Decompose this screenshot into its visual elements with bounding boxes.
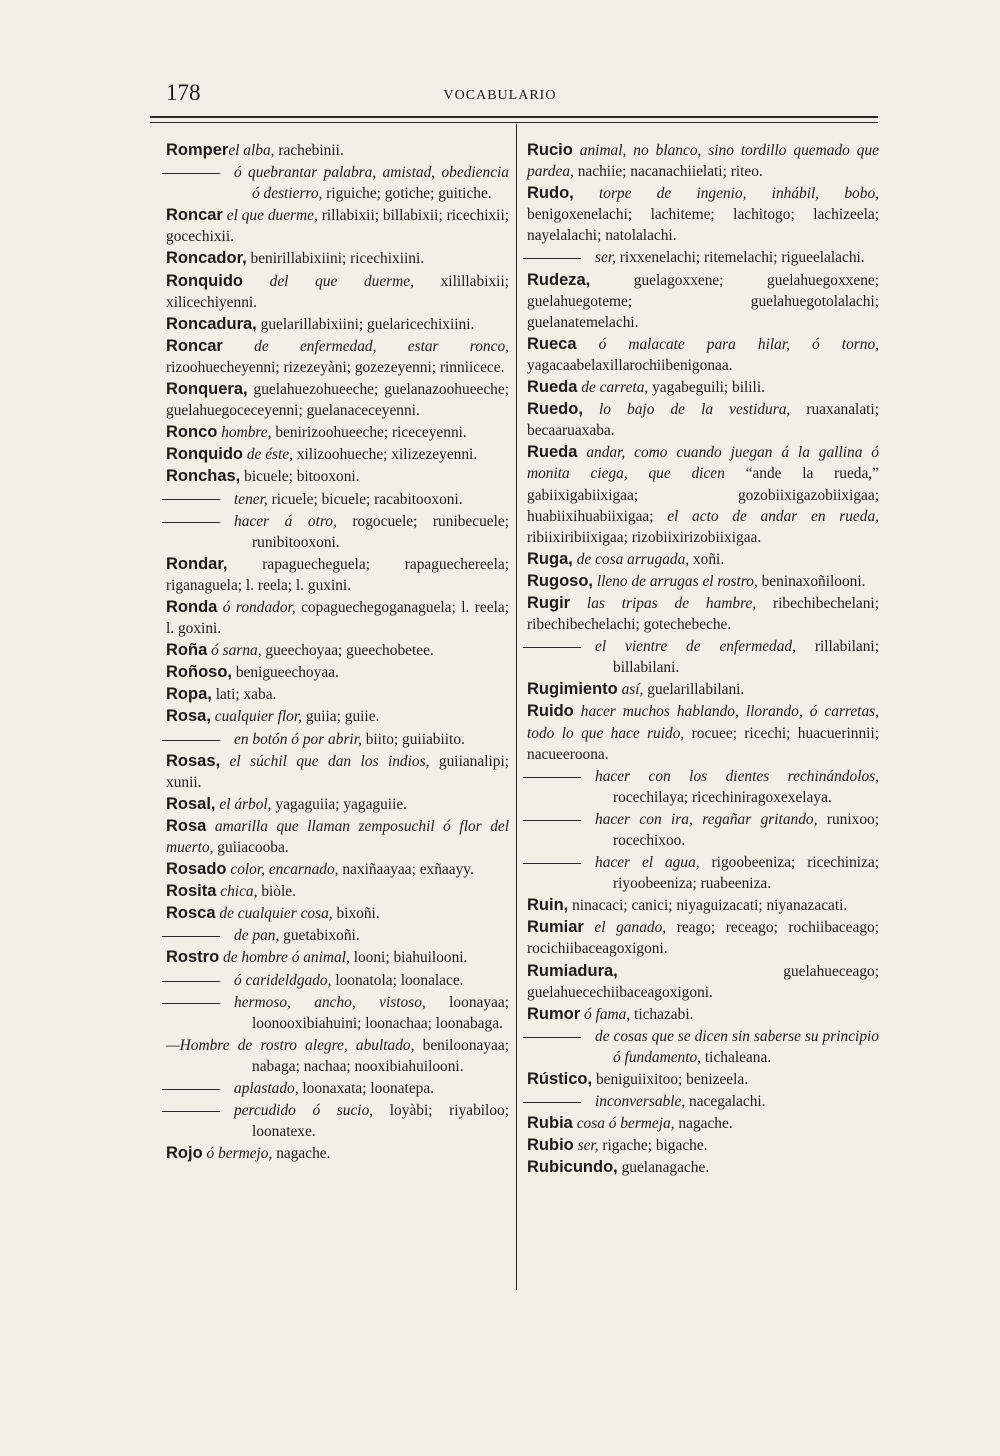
zapotec-equivalents: guelagoxxene; guelahuegoxxene; guelahuegoteme; guelahuegotolalachi; guelanatemelachi. xyxy=(527,271,879,331)
dictionary-entry xyxy=(166,554,509,596)
headword: Rostro xyxy=(166,948,220,967)
zapotec-equivalents: yagacaabelaxillarochiibenigonaa. xyxy=(527,356,733,374)
dictionary-entry xyxy=(527,399,879,441)
dictionary-entry xyxy=(527,1157,879,1178)
dictionary-entry xyxy=(527,334,879,376)
dictionary-entry xyxy=(527,895,879,916)
spanish-gloss: el vientre de enfermedad, xyxy=(595,638,796,656)
zapotec-equivalents: beninaxoñilooni. xyxy=(757,572,866,590)
spanish-gloss: de hombre ó animal, xyxy=(219,949,350,967)
dictionary-entry xyxy=(527,593,879,635)
left-column xyxy=(166,140,509,1165)
dictionary-entry xyxy=(166,422,509,443)
page-number: 178 xyxy=(166,80,201,105)
zapotec-equivalents: “ande la rueda,” gabiixigabiixigaa; gozobiixigazobiixigaa; huabiixihuabiixigaa; xyxy=(527,465,879,525)
zapotec-equivalents: loonaxata; loonatepa. xyxy=(298,1080,435,1098)
dictionary-entry xyxy=(166,1143,509,1164)
repeat-dash xyxy=(162,499,220,500)
dictionary-entry xyxy=(527,1004,879,1025)
headword: Rondar, xyxy=(166,554,228,573)
sub-entry xyxy=(527,766,879,808)
zapotec-equivalents: guelarillabixiini; guelaricechixiini. xyxy=(256,315,475,333)
dictionary-entry xyxy=(527,270,879,333)
dictionary-entry xyxy=(166,662,509,683)
headword: Rosa, xyxy=(166,707,211,726)
spanish-gloss: de carreta, xyxy=(577,379,649,397)
dictionary-entry xyxy=(166,248,509,269)
spanish-gloss: de pan, xyxy=(234,927,280,945)
spanish-gloss: de cualquier cosa, xyxy=(215,905,333,923)
headword: Rumiar xyxy=(527,918,584,937)
headword: Rosa xyxy=(166,816,207,835)
spanish-gloss: de cosa arrugada, xyxy=(572,550,690,568)
spanish-gloss: torpe de ingenio, inhábil, bobo, xyxy=(573,185,879,203)
header-rule-thick xyxy=(150,116,878,118)
zapotec-equivalents: benigueechoyaa. xyxy=(232,664,339,682)
spanish-gloss: el que duerme, xyxy=(222,207,318,225)
dictionary-entry xyxy=(166,140,509,161)
zapotec-equivalents: bicuele; bitooxoni. xyxy=(240,468,360,486)
spanish-gloss: hacer con ira, regañar gritando, xyxy=(595,810,818,828)
zapotec-equivalents: guiianalipi; xunii. xyxy=(166,752,510,791)
headword: Rosado xyxy=(166,860,227,879)
headword: Rústico, xyxy=(527,1070,593,1089)
sub-entry xyxy=(166,1078,509,1099)
zapotec-equivalents: rigache; bigache. xyxy=(598,1137,708,1155)
spanish-gloss: así, xyxy=(617,681,644,699)
zapotec-equivalents: ninacaci; canici; niyaguizacati; niyanazacati. xyxy=(568,897,848,915)
headword: Rumor xyxy=(527,1004,581,1023)
zapotec-equivalents: xilizoohueche; xilizezeyenni. xyxy=(292,446,478,464)
headword: Ropa, xyxy=(166,685,212,704)
repeat-dash xyxy=(523,647,581,648)
zapotec-equivalents: xoñi. xyxy=(689,550,725,568)
dictionary-entry xyxy=(166,794,509,815)
dictionary-entry xyxy=(166,336,509,378)
sub-entry xyxy=(166,992,509,1034)
spanish-gloss: ó bermejo, xyxy=(202,1145,273,1163)
spanish-gloss: hermoso, ancho, vistoso, xyxy=(234,993,426,1011)
repeat-dash xyxy=(162,936,220,937)
zapotec-equivalents: rocuee; ricechi; huacuerinnii; nacueeroona. xyxy=(527,724,880,763)
dictionary-entry xyxy=(166,706,509,727)
spanish-gloss: el alba, xyxy=(228,142,275,159)
zapotec-equivalents: guelahuezohueeche; guelanazoohueeche; guelahuegoceceyenni; guelanaceceyenni. xyxy=(166,381,509,420)
spanish-gloss: hacer muchos hablando, llorando, ó carretas, todo lo que hace ruido, xyxy=(527,703,879,742)
dictionary-entry xyxy=(527,571,879,592)
sub-entry xyxy=(527,636,879,678)
spanish-gloss: ó carideldgado, xyxy=(234,971,332,989)
running-title: VOCABULARIO xyxy=(443,88,557,103)
headword: Ruga, xyxy=(527,549,573,568)
zapotec-equivalents: guelarillabilani. xyxy=(643,681,745,699)
zapotec-equivalents: rogocuele; runibecuele; runibitooxoni. xyxy=(252,512,509,551)
repeat-dash xyxy=(523,1102,581,1103)
repeat-dash xyxy=(523,820,581,821)
zapotec-equivalents: beniguiixitoo; benizeela. xyxy=(592,1071,749,1089)
spanish-gloss: ser, xyxy=(573,1137,599,1155)
headword: Roña xyxy=(166,641,208,660)
zapotec-equivalents: xilillabixii; xilicechiyenni. xyxy=(166,272,509,311)
sub-entry xyxy=(527,1091,879,1112)
zapotec-equivalents: rizoohuecheyenni; rizezeyàni; gozezeyenni; rinniicece. xyxy=(166,358,505,376)
dictionary-entry xyxy=(527,679,879,700)
sub-entry xyxy=(166,925,509,946)
headword: Roncar xyxy=(166,206,223,225)
zapotec-equivalents: yagabeguili; bilili. xyxy=(648,379,765,397)
zapotec-equivalents: rigoobeeniza; ricechiniza; riyoobeeniza; ruabeeniza. xyxy=(613,854,879,893)
dictionary-entry xyxy=(166,466,509,487)
dictionary-entry xyxy=(166,640,509,661)
headword: Rosal, xyxy=(166,794,216,813)
dictionary-entry xyxy=(527,1135,879,1156)
zapotec-equivalents: yagaguiia; yagaguiie. xyxy=(271,795,408,813)
spanish-gloss: el súchil que dan los indios, xyxy=(220,752,430,770)
headword: Rueca xyxy=(527,334,577,353)
zapotec-equivalents: bixoñi. xyxy=(332,905,380,923)
repeat-dash xyxy=(162,981,220,982)
spanish-gloss: hacer con los dientes rechinándolos, xyxy=(595,767,879,785)
headword: Rubia xyxy=(527,1114,573,1133)
headword: Rumiadura, xyxy=(527,961,618,980)
spanish-gloss: ó malacate para hilar, ó torno, xyxy=(576,335,879,353)
repeat-dash xyxy=(162,1089,220,1090)
dictionary-entry xyxy=(527,961,879,1003)
spanish-gloss: andar, como cuando juegan á la gallina ó monita ciega, que dicen xyxy=(527,444,879,483)
spanish-gloss: lo bajo de la vestidura, xyxy=(582,401,791,419)
spanish-gloss: de éste, xyxy=(242,446,293,464)
spanish-gloss: chica, xyxy=(216,883,258,901)
sub-entry xyxy=(166,511,509,553)
spanish-gloss: ó fama, xyxy=(580,1005,631,1023)
zapotec-equivalents: rocechilaya; ricechiniragoxexelaya. xyxy=(613,788,832,806)
zapotec-equivalents: benirillabixiini; ricechixiini. xyxy=(246,250,425,268)
zapotec-equivalents: guiiacooba. xyxy=(213,839,289,856)
zapotec-equivalents: rillabixii; billabixii; ricechixii; gocechixii. xyxy=(166,207,509,246)
spanish-gloss: el árbol, xyxy=(215,795,272,813)
headword: Ronchas, xyxy=(166,467,241,486)
dictionary-entry xyxy=(527,1069,879,1090)
headword: Romper xyxy=(166,141,229,159)
zapotec-equivalents: ruaxanalati; becaaruaxaba. xyxy=(527,401,879,440)
zapotec-equivalents: ribiixiribiixigaa; rizobiixirizobiixigaa. xyxy=(527,528,762,546)
spanish-gloss: hacer á otro, xyxy=(234,512,337,530)
spanish-gloss: percudido ó sucio, xyxy=(234,1102,374,1120)
spanish-gloss: animal, no blanco, sino tordillo quemado que pardea, xyxy=(527,142,879,181)
spanish-gloss: ó sarna, xyxy=(207,642,262,660)
zapotec-equivalents: biòle. xyxy=(257,883,296,901)
repeat-dash xyxy=(162,740,220,741)
column-divider xyxy=(516,124,517,1290)
dictionary-entry xyxy=(527,183,879,246)
headword: Ronquido xyxy=(166,271,243,290)
right-column xyxy=(527,140,879,1180)
headword: Rudo, xyxy=(527,184,574,203)
zapotec-equivalents: copaguechegoganaguela; l. reela; l. goxini. xyxy=(166,598,509,638)
spanish-gloss: —Hombre de rostro alegre, abultado, xyxy=(166,1036,415,1054)
zapotec-equivalents: ricuele; bicuele; racabitooxoni. xyxy=(267,490,463,508)
headword: Rosita xyxy=(166,882,217,901)
dictionary-entry xyxy=(166,881,509,902)
zapotec-equivalents: loonatola; loonalace. xyxy=(331,971,464,989)
spanish-gloss: amarilla que llaman zemposuchil ó flor del muerto, xyxy=(166,817,509,856)
headword: Roñoso, xyxy=(166,663,232,682)
zapotec-equivalents: naxiñaayaa; exñaayy. xyxy=(338,861,474,879)
headword: Rosas, xyxy=(166,751,221,770)
zapotec-equivalents: biito; guiiabiito. xyxy=(361,730,465,748)
dictionary-entry xyxy=(166,379,509,421)
zapotec-equivalents: lati; xaba. xyxy=(211,686,277,704)
zapotec-equivalents: guiia; guiie. xyxy=(302,708,380,726)
headword: Rugoso, xyxy=(527,571,593,590)
zapotec-equivalents: guelanagache. xyxy=(617,1159,710,1177)
zapotec-equivalents: loonayaa; loonooxibiahuini; loonachaa; loonabaga. xyxy=(252,993,509,1032)
spanish-gloss: de enfermedad, estar ronco, xyxy=(222,337,509,355)
zapotec-equivalents: loyàbi; riyabiloo; loonatexe. xyxy=(252,1102,509,1141)
spanish-gloss: cosa ó bermeja, xyxy=(572,1115,675,1133)
spanish-gloss: ser, xyxy=(595,249,616,267)
spanish-gloss: color, encarnado, xyxy=(226,861,339,879)
zapotec-equivalents: gueechoyaa; gueechobetee. xyxy=(261,642,434,660)
repeat-dash xyxy=(523,863,581,864)
headword: Ronco xyxy=(166,423,218,442)
zapotec-equivalents: nacegalachi. xyxy=(685,1093,766,1111)
spanish-gloss: el acto de andar en rueda, xyxy=(653,507,879,525)
spanish-gloss: en botón ó por abrir, xyxy=(234,730,362,748)
zapotec-equivalents: ribechibechelani; ribechibechelachi; gotechebeche. xyxy=(527,594,879,634)
zapotec-equivalents: beniloonayaa; nabaga; nachaa; nooxibiahuilooni. xyxy=(252,1036,509,1075)
repeat-dash xyxy=(523,258,581,259)
sub-entry xyxy=(166,1100,509,1142)
spanish-gloss: inconversable, xyxy=(595,1093,686,1111)
sub-entry xyxy=(527,852,879,894)
repeat-dash xyxy=(162,1111,220,1112)
headword: Roncador, xyxy=(166,249,247,268)
headword: Ronquera, xyxy=(166,380,248,399)
sub-entry xyxy=(166,729,509,750)
zapotec-equivalents: tichazabi. xyxy=(630,1005,694,1023)
headword: Roncadura, xyxy=(166,314,257,333)
dictionary-entry xyxy=(166,816,509,858)
spanish-gloss: las tripas de hambre, xyxy=(570,594,757,612)
dictionary-entry xyxy=(527,140,879,182)
headword: Rubio xyxy=(527,1136,574,1155)
spanish-gloss: hacer el agua, xyxy=(595,854,700,872)
dictionary-entry xyxy=(527,1113,879,1134)
sub-entry xyxy=(166,489,509,510)
dictionary-entry xyxy=(166,205,509,247)
headword: Rubicundo, xyxy=(527,1158,618,1177)
dictionary-entry xyxy=(527,917,879,959)
dictionary-entry xyxy=(527,377,879,398)
headword: Rugimiento xyxy=(527,680,618,699)
headword: Ronda xyxy=(166,597,218,616)
dictionary-entry xyxy=(166,947,509,968)
dictionary-entry xyxy=(166,751,509,793)
spanish-gloss: tener, xyxy=(234,490,268,508)
dictionary-entry xyxy=(166,903,509,924)
sub-entry xyxy=(527,1026,879,1068)
zapotec-equivalents: guelahueceago; guelahuecechiibaceagoxigoni. xyxy=(527,962,879,1001)
headword: Ronquido xyxy=(166,445,243,464)
headword: Roncar xyxy=(166,336,223,355)
repeat-dash xyxy=(523,1037,581,1038)
spanish-gloss: de cosas que se dicen sin saberse su principio ó fundamento, xyxy=(595,1027,879,1066)
zapotec-equivalents: guetabixoñi. xyxy=(279,927,360,945)
zapotec-equivalents: rapaguecheguela; rapaguechereela; riganaguela; l. reela; l. guxini. xyxy=(166,555,509,594)
zapotec-equivalents: reago; receago; rochiibaceago; rocichiibaceagoxigoni. xyxy=(527,919,880,958)
zapotec-equivalents: nagache. xyxy=(674,1115,733,1133)
sub-entry xyxy=(166,970,509,991)
zapotec-equivalents: nagache. xyxy=(272,1145,331,1163)
headword: Rojo xyxy=(166,1144,203,1163)
repeat-dash xyxy=(162,522,220,523)
zapotec-equivalents: rixxenelachi; ritemelachi; rigueelalachi. xyxy=(615,249,865,267)
zapotec-equivalents: nachiie; nacanachiielati; riteo. xyxy=(573,163,763,181)
zapotec-equivalents: riguiche; gotiche; guitiche. xyxy=(322,185,492,203)
spanish-gloss: el ganado, xyxy=(583,919,667,937)
repeat-dash xyxy=(523,777,581,778)
spanish-gloss: aplastado, xyxy=(234,1080,299,1098)
repeat-dash xyxy=(162,173,220,174)
headword: Ruedo, xyxy=(527,400,583,419)
headword: Rosca xyxy=(166,904,216,923)
headword: Rudeza, xyxy=(527,270,591,289)
headword: Rueda xyxy=(527,378,578,397)
header-rule-thin xyxy=(150,122,878,123)
spanish-gloss: lleno de arrugas el rostro, xyxy=(593,572,758,590)
headword: Rueda xyxy=(527,443,578,462)
dictionary-entry xyxy=(527,549,879,570)
headword: Rugir xyxy=(527,593,571,612)
headword: Rucio xyxy=(527,141,573,159)
dictionary-entry xyxy=(166,271,509,313)
zapotec-equivalents: looni; biahuilooni. xyxy=(349,949,468,967)
dictionary-entry xyxy=(166,444,509,465)
dictionary-entry xyxy=(166,684,509,705)
headword: Ruido xyxy=(527,702,574,721)
dictionary-entry xyxy=(166,859,509,880)
spanish-gloss: cualquier flor, xyxy=(210,708,302,726)
zapotec-equivalents: rachebinii. xyxy=(274,142,344,159)
dictionary-entry xyxy=(527,701,879,764)
zapotec-equivalents: runixoo; rocechixoo. xyxy=(613,810,879,849)
sub-entry xyxy=(166,162,509,204)
spanish-gloss: ó rondador, xyxy=(217,598,296,616)
sub-entry xyxy=(166,1035,509,1077)
spanish-gloss: hombre, xyxy=(217,424,272,442)
spanish-gloss: del que duerme, xyxy=(242,272,414,290)
dictionary-entry xyxy=(166,314,509,335)
sub-entry xyxy=(527,247,879,268)
sub-entry xyxy=(527,809,879,851)
headword: Ruin, xyxy=(527,896,569,915)
zapotec-equivalents: rillabilani; billabilani. xyxy=(613,638,879,677)
dictionary-entry xyxy=(166,597,509,639)
spanish-gloss: ó quebrantar palabra, amistad, obediencia ó destierro, xyxy=(234,164,509,203)
zapotec-equivalents: benigoxenelachi; lachiteme; lachitogo; lachizeela; nayelalachi; natolalachi. xyxy=(527,206,879,245)
zapotec-equivalents: benirizoohueeche; riceceyenni. xyxy=(271,424,467,442)
zapotec-equivalents: tichaleana. xyxy=(701,1048,772,1066)
repeat-dash xyxy=(162,1003,220,1004)
dictionary-entry xyxy=(527,442,879,547)
